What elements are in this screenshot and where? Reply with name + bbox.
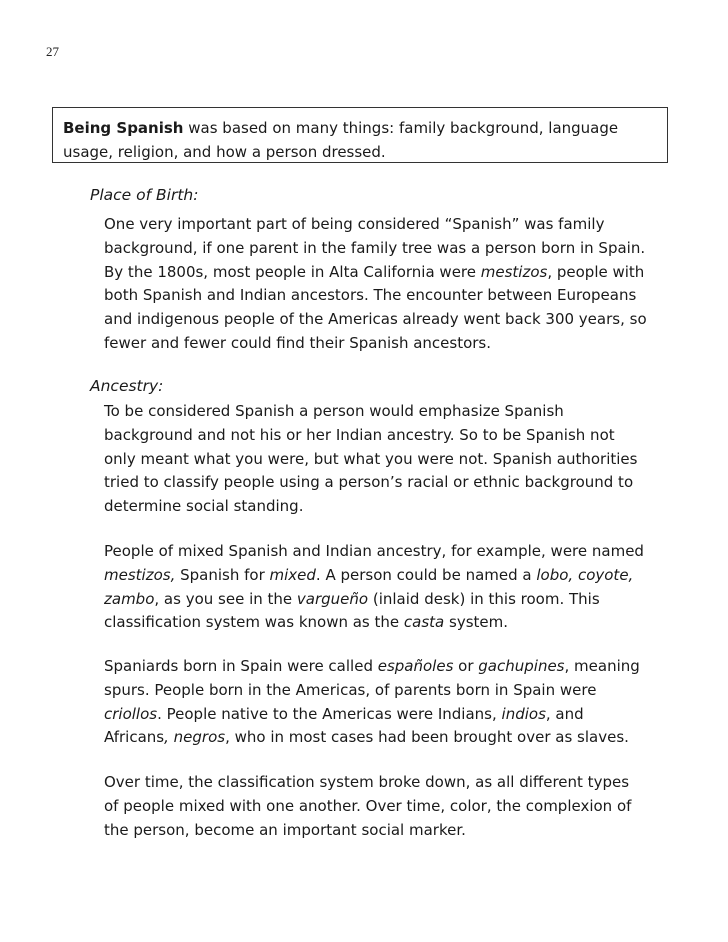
paragraph-place-of-birth bbox=[104, 213, 664, 356]
text-line: spurs. People born in the Americas, of parents born in Spain were bbox=[104, 680, 597, 699]
text-line: zambo, as you see in the vargueño (inlaid desk) in this room. This bbox=[104, 589, 600, 608]
text-line: both Spanish and Indian ancestors. The encounter between Europeans bbox=[104, 286, 637, 305]
text-line: fewer and fewer could find their Spanish ancestors. bbox=[104, 333, 492, 352]
page-number: 27 bbox=[46, 44, 59, 59]
paragraph-ancestry-4 bbox=[104, 771, 664, 842]
text-line: criollos. People native to the Americas were Indians, indios, and bbox=[104, 704, 584, 723]
text-line: People of mixed Spanish and Indian ancestry, for example, were named bbox=[104, 542, 644, 560]
text-line: To be considered Spanish a person would emphasize Spanish bbox=[104, 402, 564, 420]
text-line: only meant what you were, but what you were not. Spanish authorities bbox=[104, 449, 638, 468]
paragraph-ancestry-1 bbox=[104, 400, 664, 519]
heading-ancestry: Ancestry: bbox=[90, 377, 164, 395]
text-line: determine social standing. bbox=[104, 497, 304, 516]
text-line: background and not his or her Indian ancestry. So to be Spanish not bbox=[104, 425, 615, 444]
text-line: and indigenous people of the Americas already went back 300 years, so bbox=[104, 310, 647, 329]
intro-bold: Being Spanish bbox=[63, 119, 184, 137]
text-line: of people mixed with one another. Over time, color, the complexion of bbox=[104, 796, 632, 815]
paragraph-ancestry-2 bbox=[104, 540, 664, 635]
text-line: Africans, negros, who in most cases had been brought over as slaves. bbox=[104, 728, 629, 747]
text-line: Spaniards born in Spain were called españoles or gachupines, meaning bbox=[104, 657, 640, 675]
text-line: the person, become an important social marker. bbox=[104, 820, 466, 839]
text-line: background, if one parent in the family tree was a person born in Spain. bbox=[104, 238, 646, 257]
text-line: Over time, the classification system broke down, as all different types bbox=[104, 773, 630, 791]
intro-box bbox=[52, 107, 668, 163]
text-line: By the 1800s, most people in Alta California were mestizos, people with bbox=[104, 262, 645, 281]
text-line: tried to classify people using a person’s racial or ethnic background to bbox=[104, 473, 634, 492]
text-line: One very important part of being considered “Spanish” was family bbox=[104, 215, 605, 233]
intro-text: was based on many things: family background, language bbox=[183, 119, 619, 137]
paragraph-ancestry-3 bbox=[104, 655, 664, 750]
heading-place-of-birth: Place of Birth: bbox=[90, 186, 199, 204]
intro-text-line2: usage, religion, and how a person dressed. bbox=[63, 143, 386, 161]
text-line: classification system was known as the casta system. bbox=[104, 613, 508, 632]
text-line: mestizos, Spanish for mixed. A person could be named a lobo, coyote, bbox=[104, 565, 634, 584]
